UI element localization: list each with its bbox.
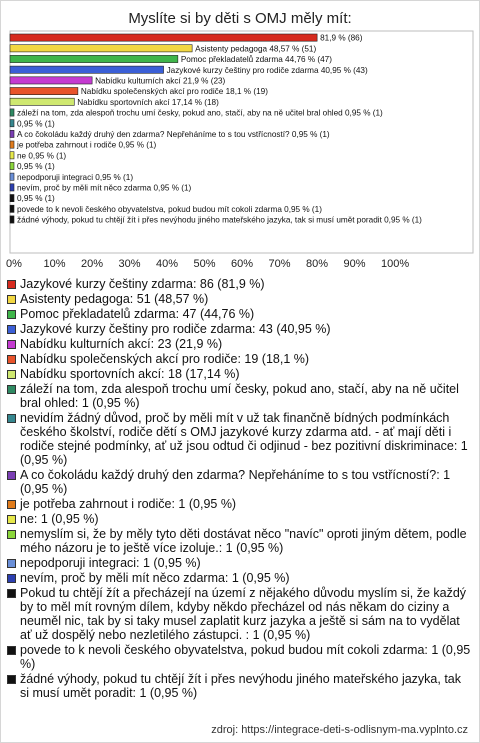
legend-item — [7, 512, 473, 526]
bar-value-label: 0,95 % (1) — [17, 119, 55, 129]
legend-item — [7, 586, 473, 642]
bar — [10, 216, 14, 223]
x-tick-label: 100% — [381, 258, 410, 270]
legend-item — [7, 367, 473, 381]
bar — [10, 162, 14, 169]
legend-item — [7, 292, 473, 306]
legend-label: Pomoc překladatelů zdarma: 47 (44,76 %) — [20, 307, 255, 321]
x-tick-label: 0% — [6, 258, 22, 270]
bar-value-label: Asistenty pedagoga 48,57 % (51) — [195, 44, 317, 54]
legend-label: záleží na tom, zda alespoň trochu umí česky, pokud ano, stačí, aby na ně učitel bral ohled: 1 (0,95 %) — [20, 382, 459, 410]
legend-item — [7, 382, 473, 410]
legend — [7, 277, 473, 701]
bar-value-label: záleží na tom, zda alespoň trochu umí česky, pokud ano, stačí, aby na ně učitel bral ohled 0,95 % (1) — [17, 108, 383, 118]
source-note: zdroj: https://integrace-deti-s-odlisnym-ma.vyplnto.cz — [211, 724, 468, 736]
legend-item — [7, 556, 473, 570]
legend-swatch — [7, 385, 16, 394]
bar — [10, 173, 14, 180]
legend-label: žádné výhody, pokud tu chtějí žít i přes nevýhodu jiného mateřského jazyka, tak si musí umět poradit: 1 (0,95 %) — [20, 672, 461, 700]
legend-swatch — [7, 559, 16, 568]
legend-swatch — [7, 500, 16, 509]
bar-chart — [0, 0, 480, 275]
bar-value-label: Pomoc překladatelů zdarma 44,76 % (47) — [180, 55, 332, 65]
legend-swatch — [7, 295, 16, 304]
legend-item — [7, 337, 473, 351]
legend-label: Nabídku společenských akcí pro rodiče: 19 (18,1 %) — [20, 352, 310, 366]
legend-item — [7, 307, 473, 321]
legend-item — [7, 322, 473, 336]
bar-value-label: nevím, proč by měli mít něco zdarma 0,95 % (1) — [17, 183, 192, 193]
legend-label: Pokud tu chtějí žít a přecházejí na území z nějakého důvodu myslím si, že každý by to měl mít rovným dílem, kdyby někdo přecházel od nás někam do ciziny a neuměl nic, tak by si taky musel zaplatit kurz jazyka a ještě si sám na to vydělat ať už dospělý nebo nezletilého zástupci. : 1 (0,95 %) — [20, 586, 467, 642]
legend-label: nevidím žádný důvod, proč by měli mít v už tak finančně bídných podmínkách českého školství, rodiče dětí s OMJ jazykové kurzy zdarma atd. - ať mají děti i rodiče stejné podmínky, ať už jsou odtud či odjinud - bez pozitivní diskriminace: 1 (0,95 %) — [20, 411, 468, 467]
legend-label: nepodporuji integraci: 1 (0,95 %) — [20, 556, 201, 570]
legend-label: Jazykové kurzy češtiny zdarma: 86 (81,9 %) — [20, 277, 265, 291]
bar — [10, 141, 14, 148]
legend-swatch — [7, 310, 16, 319]
bar — [10, 66, 164, 73]
x-tick-label: 90% — [343, 258, 366, 270]
legend-label: Jazykové kurzy češtiny pro rodiče zdarma: 43 (40,95 %) — [20, 322, 331, 336]
x-tick-label: 20% — [81, 258, 104, 270]
legend-label: Asistenty pedagoga: 51 (48,57 %) — [20, 292, 209, 306]
x-tick-label: 40% — [156, 258, 179, 270]
legend-swatch — [7, 530, 16, 539]
legend-label: Nabídku sportovních akcí: 18 (17,14 %) — [20, 367, 240, 381]
legend-swatch — [7, 471, 16, 480]
legend-swatch — [7, 370, 16, 379]
legend-swatch — [7, 589, 16, 598]
legend-label: Nabídku kulturních akcí: 23 (21,9 %) — [20, 337, 223, 351]
bar-value-label: Nabídku kulturních akcí 21,9 % (23) — [95, 76, 226, 86]
legend-swatch — [7, 515, 16, 524]
legend-label: nemyslím si, že by měly tyto děti dostávat něco "navíc" oproti jiným dětem, podle mého názoru je to ještě více izoluje.: 1 (0,95 %) — [20, 527, 467, 555]
legend-swatch — [7, 280, 16, 289]
x-tick-label: 60% — [231, 258, 254, 270]
legend-item — [7, 672, 473, 700]
legend-swatch — [7, 675, 16, 684]
bar — [10, 45, 192, 52]
bar — [10, 152, 14, 159]
x-tick-label: 50% — [193, 258, 216, 270]
x-tick-label: 80% — [306, 258, 329, 270]
legend-item — [7, 352, 473, 366]
bar-value-label: povede to k nevoli českého obyvatelstva, pokud budou mít cokoli zdarma 0,95 % (1) — [17, 204, 322, 214]
legend-swatch — [7, 325, 16, 334]
legend-item — [7, 643, 473, 671]
bar — [10, 34, 317, 41]
bar-value-label: A co čokoládu každý druhý den zdarma? Nepřeháníme to s tou vstřícností? 0,95 % (1) — [17, 130, 330, 139]
legend-swatch — [7, 646, 16, 655]
bar-value-label: je potřeba zahrnout i rodiče 0,95 % (1) — [17, 140, 157, 150]
legend-item — [7, 571, 473, 585]
legend-swatch — [7, 574, 16, 583]
bar — [10, 205, 14, 212]
legend-item — [7, 527, 473, 555]
legend-swatch — [7, 355, 16, 364]
bar — [10, 98, 74, 105]
x-tick-label: 70% — [268, 258, 291, 270]
legend-label: povede to k nevoli českého obyvatelstva, pokud budou mít cokoli zdarma: 1 (0,95 %) — [20, 643, 471, 671]
bar — [10, 55, 178, 62]
bar-value-label: 0,95 % (1) — [17, 162, 55, 172]
bar-value-label: žádné výhody, pokud tu chtějí žít i přes nevýhodu jiného mateřského jazyka, tak si musí umět poradit 0,95 % (1) — [17, 215, 422, 225]
bar-value-label: nepodporuji integraci 0,95 % (1) — [17, 172, 134, 182]
legend-label: A co čokoládu každý druhý den zdarma? Nepřeháníme to s tou vstřícností?: 1 (0,95 %) — [20, 468, 451, 496]
bar — [10, 184, 14, 191]
legend-item — [7, 277, 473, 291]
bar-value-label: 0,95 % (1) — [17, 194, 55, 204]
bar — [10, 130, 14, 137]
bar — [10, 88, 78, 95]
legend-swatch — [7, 340, 16, 349]
bar-value-label: ne 0,95 % (1) — [17, 151, 67, 161]
legend-swatch — [7, 414, 16, 423]
chart-title: Myslíte si by děti s OMJ měly mít: — [128, 10, 352, 27]
legend-label: ne: 1 (0,95 %) — [20, 512, 99, 526]
x-tick-label: 10% — [43, 258, 66, 270]
legend-item — [7, 411, 473, 467]
legend-label: nevím, proč by měli mít něco zdarma: 1 (0,95 %) — [20, 571, 290, 585]
bar — [10, 195, 14, 202]
legend-label: je potřeba zahrnout i rodiče: 1 (0,95 %) — [20, 497, 237, 511]
bar-value-label: Nabídku společenských akcí pro rodiče 18,1 % (19) — [80, 87, 268, 97]
bar — [10, 109, 14, 116]
bar — [10, 120, 14, 127]
bar-value-label: 81,9 % (86) — [320, 33, 363, 43]
legend-item — [7, 468, 473, 496]
bar — [10, 77, 92, 84]
legend-item — [7, 497, 473, 511]
bar-value-label: Nabídku sportovních akcí 17,14 % (18) — [77, 97, 219, 107]
x-tick-label: 30% — [118, 258, 141, 270]
bar-value-label: Jazykové kurzy češtiny pro rodiče zdarma 40,95 % (43) — [166, 65, 368, 75]
